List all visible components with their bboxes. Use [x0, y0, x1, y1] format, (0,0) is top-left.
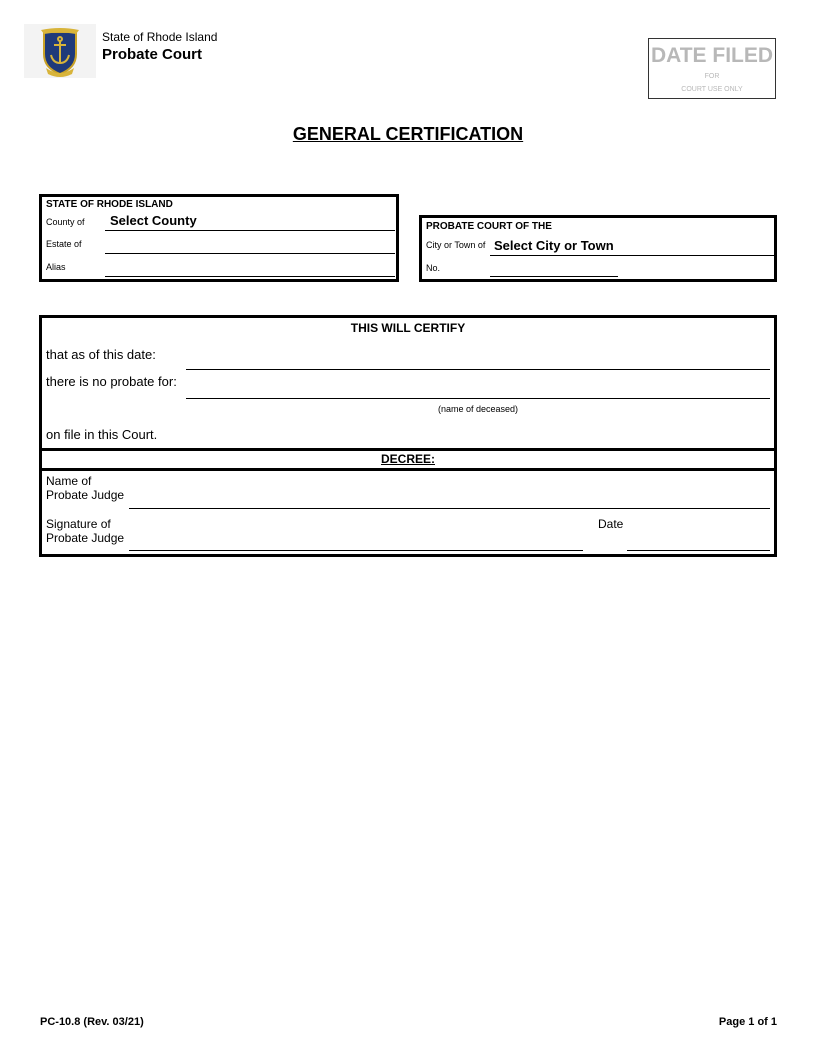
alias-label: Alias	[46, 262, 66, 272]
form-id: PC-10.8 (Rev. 03/21)	[40, 1016, 144, 1028]
decree-top-rule	[39, 448, 777, 451]
judge-name-field[interactable]	[129, 490, 770, 509]
state-box	[39, 194, 399, 282]
anchor-seal-icon	[24, 24, 96, 78]
no-probate-label: there is no probate for:	[46, 374, 177, 389]
judge-signature-label-line-2: Probate Judge	[46, 531, 125, 545]
page-number: Page 1 of 1	[718, 1016, 777, 1028]
date-label: Date	[598, 517, 624, 531]
county-select[interactable]	[105, 212, 395, 231]
state-box-heading: STATE OF RHODE ISLAND	[46, 199, 173, 210]
decree-bottom-rule	[39, 468, 777, 471]
decree-date-field[interactable]	[627, 532, 770, 551]
probate-court-box	[419, 215, 777, 282]
city-select[interactable]	[490, 237, 774, 256]
estate-field[interactable]	[105, 237, 395, 254]
county-label: County of	[46, 217, 85, 227]
date-filed-sub-1: FOR	[704, 73, 720, 80]
date-filed-sub-2: COURT USE ONLY	[681, 86, 743, 93]
case-number-field[interactable]	[490, 261, 618, 277]
city-label: City or Town of	[426, 240, 486, 250]
on-file-text: on file in this Court.	[46, 427, 158, 442]
judge-name-label	[46, 474, 124, 502]
page-title: GENERAL CERTIFICATION	[292, 124, 524, 144]
as-of-label: that as of this date:	[46, 347, 156, 362]
judge-name-label-line-2: Probate Judge	[46, 488, 125, 502]
court-name: Probate Court	[102, 46, 203, 63]
as-of-date-field[interactable]	[186, 352, 770, 370]
estate-label: Estate of	[46, 239, 82, 249]
county-select-value: Select County	[110, 213, 197, 228]
decree-heading: DECREE:	[380, 452, 435, 466]
no-label: No.	[426, 263, 441, 273]
date-filed-title: DATE FILED	[650, 44, 774, 67]
city-select-value: Select City or Town	[494, 238, 614, 253]
certify-box	[39, 315, 777, 557]
certify-heading: THIS WILL CERTIFY	[350, 321, 466, 335]
state-name: State of Rhode Island	[102, 30, 218, 44]
judge-name-label-line-1: Name of	[46, 474, 92, 488]
judge-signature-label-line-1: Signature of	[46, 517, 111, 531]
date-filed-box	[648, 38, 776, 99]
court-box-heading: PROBATE COURT OF THE	[426, 221, 552, 232]
judge-signature-field[interactable]	[129, 532, 583, 551]
deceased-caption: (name of deceased)	[437, 404, 519, 414]
court-seal	[24, 24, 96, 78]
deceased-name-field[interactable]	[186, 380, 770, 399]
alias-field[interactable]	[105, 260, 395, 277]
judge-signature-label	[46, 517, 124, 545]
